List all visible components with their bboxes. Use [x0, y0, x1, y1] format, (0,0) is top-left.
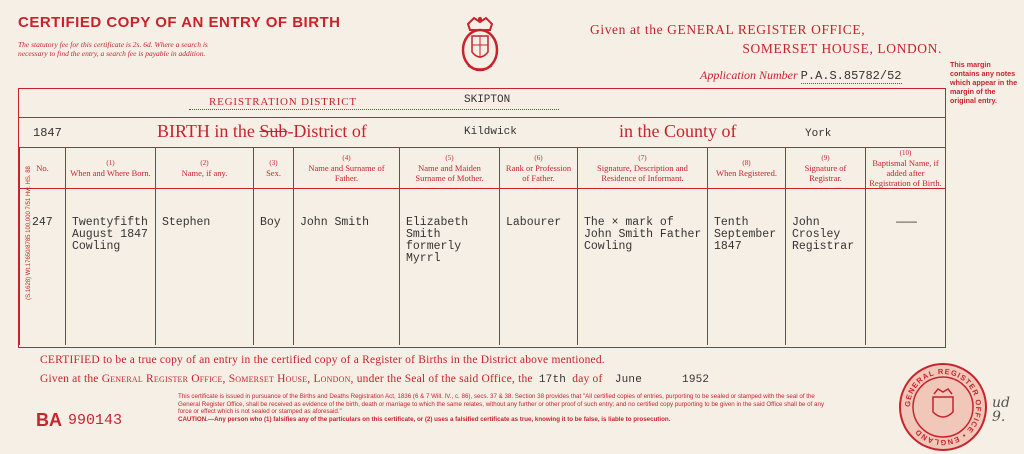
birth-in-the: BIRTH in the	[157, 121, 255, 141]
dotted-line	[189, 109, 559, 110]
table-row	[20, 189, 946, 346]
entry-father: John Smith	[294, 189, 400, 346]
given-month: June	[614, 374, 643, 386]
col-header: (4) Name and Surname of Father.	[294, 148, 400, 189]
registration-district-value: SKIPTON	[464, 94, 511, 106]
entry-when-where: Twentyfifth August 1847 Cowling	[66, 189, 156, 346]
entry-registrar: John Crosley Registrar	[786, 189, 866, 346]
certificate-title: CERTIFIED COPY OF AN ENTRY OF BIRTH	[18, 14, 341, 31]
subdistrict-value: Kildwick	[464, 126, 517, 138]
entry-rank: Labourer	[500, 189, 578, 346]
serial-number: 990143	[68, 412, 123, 429]
entry-name: Stephen	[156, 189, 254, 346]
application-number	[700, 68, 902, 83]
given-office: General Register Office, Somerset House, London,	[101, 373, 354, 385]
entry-registered: Tenth September 1847	[708, 189, 786, 346]
day-of-label: day of	[572, 373, 603, 385]
application-value: P.A.S.85782/52	[800, 69, 902, 83]
birth-row	[19, 117, 945, 146]
birth-year: 1847	[33, 126, 62, 140]
given-at-heading	[590, 20, 950, 58]
col-header: (2) Name, if any.	[156, 148, 254, 189]
col-header: No.	[20, 148, 66, 189]
col-header: (6) Rank or Profession of Father.	[500, 148, 578, 189]
col-header: (7) Signature, Description and Residence of Informant.	[578, 148, 708, 189]
col-header: (3) Sex.	[254, 148, 294, 189]
given-day: 17th	[538, 374, 567, 386]
caution-text: CAUTION.—Any person who (1) falsifies any of the particulars on this certificate, or (2) uses a falsified certificate as true, knowing it to be false, is liable to prosecution.	[178, 415, 671, 423]
entry-mother: Elizabeth Smith formerly Myrrl	[400, 189, 500, 346]
application-label: Application Number	[700, 68, 798, 82]
royal-crest-icon	[460, 14, 500, 72]
certified-statement: CERTIFIED to be a true copy of an entry in the certified copy of a Register of Births in the District above mentioned.	[40, 354, 605, 366]
seal-text: GENERAL REGISTER OFFICE • ENGLAND	[902, 366, 984, 448]
given-line-1: Given at the GENERAL REGISTER OFFICE,	[590, 22, 866, 37]
given-prefix: Given at the	[40, 373, 99, 385]
fine-print-text: This certificate is issued in pursuance of the Births and Deaths Registration Act, 1836 (6 & 7 Will. IV., c. 86), secs. 37 & 38. Section 38 provides that "All certified copies of entries, purporting to be sealed or stamped with the seal of the General Register Office, shall be received as evidence of the birth, death or marriage to which the same relates, without any further or other proof of such entry; and no certified copy purporting to be given in the said Office shall be of any force or effect which is not sealed or stamped as aforesaid."	[178, 393, 825, 416]
given-under-seal	[40, 373, 709, 386]
column-headers	[20, 148, 946, 189]
entry-baptismal: ———	[866, 189, 946, 346]
statutory-fine-print	[178, 393, 828, 423]
col-header: (8) When Registered.	[708, 148, 786, 189]
sub-struck: Sub	[259, 121, 288, 141]
registration-district-label: REGISTRATION DISTRICT	[209, 96, 357, 108]
col-header: (10) Baptismal Name, if added after Registration of Birth.	[866, 148, 946, 189]
entry-no: 247	[20, 189, 66, 346]
margin-note: This margin contains any notes which appear in the margin of the original entry.	[950, 60, 1018, 105]
col-header: (5) Name and Maiden Surname of Mother.	[400, 148, 500, 189]
given-line-2: SOMERSET HOUSE, LONDON.	[742, 41, 942, 56]
register-entry-frame	[18, 88, 946, 348]
given-year: 1952	[682, 374, 710, 386]
given-suffix: under the Seal of the said Office, the	[356, 373, 533, 385]
entry-sex: Boy	[254, 189, 294, 346]
district-of-label: -District of	[287, 121, 367, 141]
county-label: in the County of	[619, 121, 737, 141]
registration-district-row	[19, 89, 945, 117]
print-code: (S.1628) Wt.17650/8785 100,000 7/51 Hw. HS. 88	[25, 166, 32, 300]
handwritten-note: ud 9.	[992, 395, 1010, 425]
register-office-seal-icon	[898, 362, 988, 452]
col-header: (9) Signature of Registrar.	[786, 148, 866, 189]
fee-note: The statutory fee for this certificate is 2s. 6d. Where a search is necessary to find the entry, a search fee is payable in addition.	[18, 40, 208, 58]
entry-table	[19, 147, 946, 345]
birth-label	[157, 121, 367, 142]
county-value: York	[805, 128, 832, 140]
serial-prefix: BA	[36, 410, 62, 430]
entry-informant: The × mark of John Smith Father Cowling	[578, 189, 708, 346]
col-header: (1) When and Where Born.	[66, 148, 156, 189]
